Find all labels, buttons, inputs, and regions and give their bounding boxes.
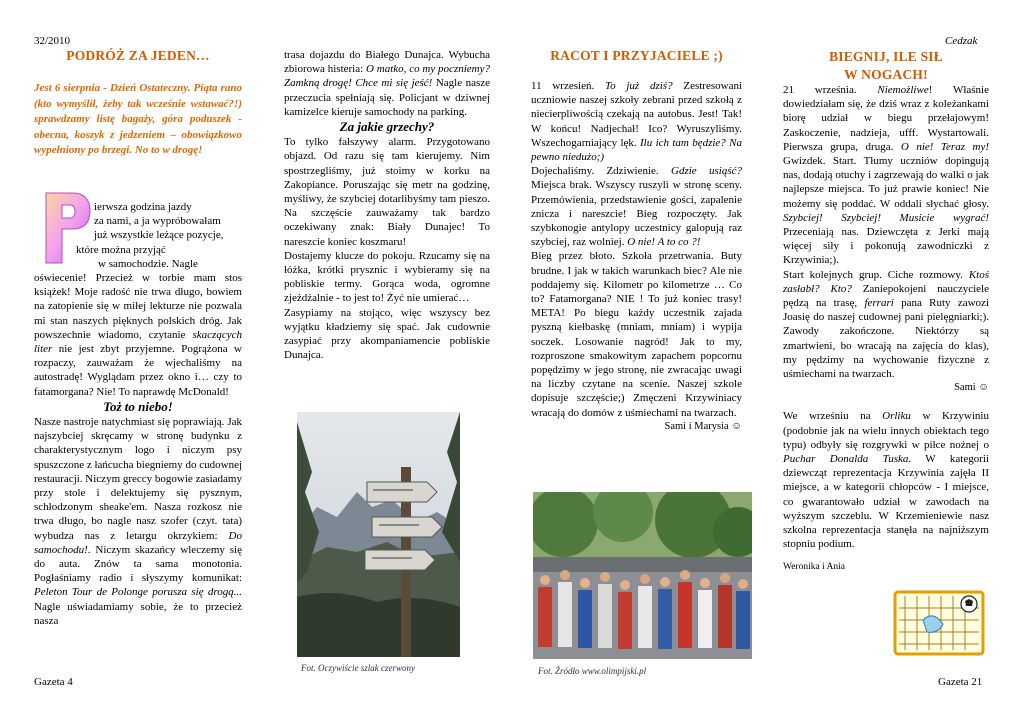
subheading-za-jakie-grzechy: Za jakie grzechy? (339, 119, 435, 135)
paragraph: 11 wrzesień. To już dziś? Zestresowani uczniowie naszej szkoły zebrani przed szkołą z niecierpliwością czekają na autobus. Jest! Tak! W końcu! Nadjechał! Ico? Wyruszyliśmy. Wszechogarniający lęk. Ilu ich tam będzie? Na pewno niedużo;) (531, 80, 743, 164)
article-title-podroz: PODRÓŻ ZA JEDEN… (66, 48, 210, 63)
intro-line: za nami, a ja wypróbowałam (94, 215, 221, 228)
title-line-1: BIEGNIJ, ILE SIŁ (829, 49, 943, 64)
intro-line: które można przyjąć (76, 244, 166, 256)
paragraph: Bieg przez błoto. Szkoła przetrwania. Buty brudne. I jak w takich warunkach biec? Ale nie poddajemy się. Kilometr po kilometrze … Co to? Fatamorgana? NIE ! To już koniec trasy! META! Po biegu każdy uczestnik zajada pyszną kiełbaskę (mniam, mniam) i wypija soczek. Losowanie nagród! Jak to my, rozproszone smakowitym zapachem popcornu popędzimy w jego stronę, nie zwracając uwagi na liczby czytane na scenie. Naszej szkole dopisuje szczęście;) Zmęczeni Krzywiniacy wracają do domów z uśmiechami na twarzach. (531, 250, 742, 419)
footer-page-left: Gazeta 4 (34, 676, 73, 688)
article2-body (531, 79, 742, 434)
paragraph: 21 września. Niemożliwe! Właśnie dowiedziałam się, że dziś wraz z koleżankami biorę udział w biegu przełajowym! Zaskoczenie, nadzieja, ufff. Wystartowali. Pierwsza grupa, druga. O nie! Teraz my! Gwizdek. Start. Tłumy uczniów dopingują nas, dodają otuchy i zagrzewają do walki o jak najlepsze miejsca. To już prawie koniec! Nie możemy się poddać. W oddali słychać głosy. Szybciej! Szybciej! Musicie wygrać! Przeceniają nas. Dziewczęta z Jerki mają więcej siły i pokonują zawodniczki z Krzywinia;). (783, 84, 989, 267)
intro-line: ierwsza godzina jazdy (94, 201, 192, 213)
article1-body-col2 (284, 48, 490, 362)
paragraph: Dostajemy klucze do pokoju. Rzucamy się na łóżka, krótki prysznic i wybieramy się na pobliskie termy. Gorąca woda, ogromne zjeżdżalnie - to jest to! Żyć nie umierać… (284, 249, 490, 305)
article3-body (783, 83, 989, 574)
paragraph: Dojechaliśmy. Zdziwienie. Gdzie usiąść? Miejsca brak. Wszyscy ruszyli w stronę sceny. Przemówienia, przedstawienie gości, zapalenie znicza i nareszcie! Bieg rozpoczęty. Jak szybkonogie antylopy uczestnicy galopują raz szybciej, raz wolniej. O nie! A to co ?! (531, 165, 742, 249)
subheading-toz-to-niebo: Toż to niebo! (103, 398, 173, 414)
article-title-biegnij (783, 48, 989, 84)
paragraph: trasa dojazdu do Białego Dunajca. Wybucha zbiorowa histeria: O matko, co my poczniemy? Zamkną drogę! Chce mi się jeść! Nagle nasze przeczucia spełniają się. Policjant w dziwnej kamizelce kieruje samochody na parking. (284, 49, 490, 118)
dropcap-intro (94, 200, 242, 243)
paragraph: Start kolejnych grup. Ciche rozmowy. Ktoś zasłabł? Kto? Zaniepokojeni nauczyciele pędzą na trasę, ferrari pana Ruty zawozi Joasię do naszej cudownej pani pielęgniarki;). Zawody zakończone. Niektórzy są zmartwieni, bo wracają na zajęcia do klas), my pędzimy na wychowanie fizyczne z uśmiechami na twarzach. (783, 268, 990, 381)
paragraph: oświecenie! Przecież w torbie mam stos książek! Moje radość nie trwa długo, bowiem na zatopienie się w miłej lekturze nie pozwala mi stan naszych pięknych polskich dróg. Jak powszechnie wiadomo, czytanie skaczących liter nie jest zbyt przyjemne. Pogrążona w rozpaczy, zauważam że wjechaliśmy na autostradę! Wyglądam przez okno i… czy to fatamorgana? Nie! To naprawdę McDonald! (34, 272, 242, 398)
footer-page-right: Gazeta 21 (938, 676, 983, 688)
photo-runners-crowd (533, 492, 752, 659)
photo-caption-trail: Fot. Oczywiście szlak czerwony (301, 663, 415, 673)
paragraph: We wrześniu na Orliku w Krzywiniu (podobnie jak na wielu innych obiektach tego typu) odbyły się rozgrywki w piłce nożnej o Puchar Donalda Tuska. W kategorii dziewcząt reprezentacja Krzywinia zajęła II miejsce, a w kategorii chłopców - I miejsce, co gwarantowało udział w zawodach na wyższym szczeblu. W Krzemieniewie nasz szkolna reprezentacja stanęła na najniższym stopniu podium. (783, 410, 989, 551)
paragraph: Zasypiamy na stojąco, więc wszyscy bez wyjątku kładziemy się spać. Jak cudownie zasypiać przy akompaniamencie pobliskie Dunajca. (284, 306, 490, 362)
dropcap-intro-3 (98, 257, 242, 271)
section-tag: Cedzak (945, 35, 978, 47)
photo-caption-runners: Fot. Źródło www.olimpijski.pl (538, 666, 647, 676)
signature-weronika-ania: Weronika i Ania (783, 561, 846, 572)
signature-sami: Sami ☺ (954, 382, 989, 394)
dropcap-intro-2 (76, 243, 242, 257)
article1-body-col1 (34, 271, 242, 628)
paragraph: Nasze nastroje natychmiast się poprawiają. Jak najszybciej skręcamy w stronę budynku z charakterystycznym logo i niczym psy spuszczone z łańcucha biegniemy do cudownej restauracji. Niczym greccy bogowie zasiadamy przy stole i delektujemy się pysznym, schłodzonym sheake'em. Nasza rozkosz nie trwa długo, bo nagle nasz szofer (czyt. tata) wybudza nas z letargu okrzykiem: Do samochodu!. Niczym skazańcy wleczemy się do auta. Znów ta sama monotonia. Pogłaśniamy radio i słyszymy komunikat: Peleton Tour de Polonge porusza się drogą... Nagle uświadamiamy sobie, że to przecież nasza (34, 416, 243, 627)
title-line-2: W NOGACH! (844, 67, 928, 82)
paragraph: To tylko fałszywy alarm. Przygotowano objazd. Od razu się tam kierujemy. Nim spostrzegliśmy, już stoimy w korku na Zakopiance. Poruszając się metr na godzinę, myśliwy, że szybciej dotarlibyśmy tam pieszo. Na szczęście zauważamy tak bardzo oczekiwany znak: Biały Dunajec! To nareszcie koniec koszmaru! (284, 136, 490, 248)
photo-trail-sign (297, 412, 460, 657)
intro-line: w samochodzie. Nagle (98, 258, 198, 270)
article-title-racot: RACOT I PRZYJACIELE ;) (550, 48, 723, 63)
intro-line: już wszystkie leżące pozycje, (94, 229, 224, 242)
soccer-goal-clipart (893, 590, 985, 656)
issue-number: 32/2010 (34, 35, 71, 47)
signature-sami-marysia: Sami i Marysia ☺ (664, 420, 742, 432)
article-lead: Jest 6 sierpnia - Dzień Ostateczny. Piąta rano (kto wymyślił, żeby tak wcześnie wstawać?!) sprawdzamy listę bagaży, góra poduszek - obecna, koszyk z jedzeniem – obowiązkowo wypełniony po brzegi. No to w drogę! (34, 82, 242, 157)
